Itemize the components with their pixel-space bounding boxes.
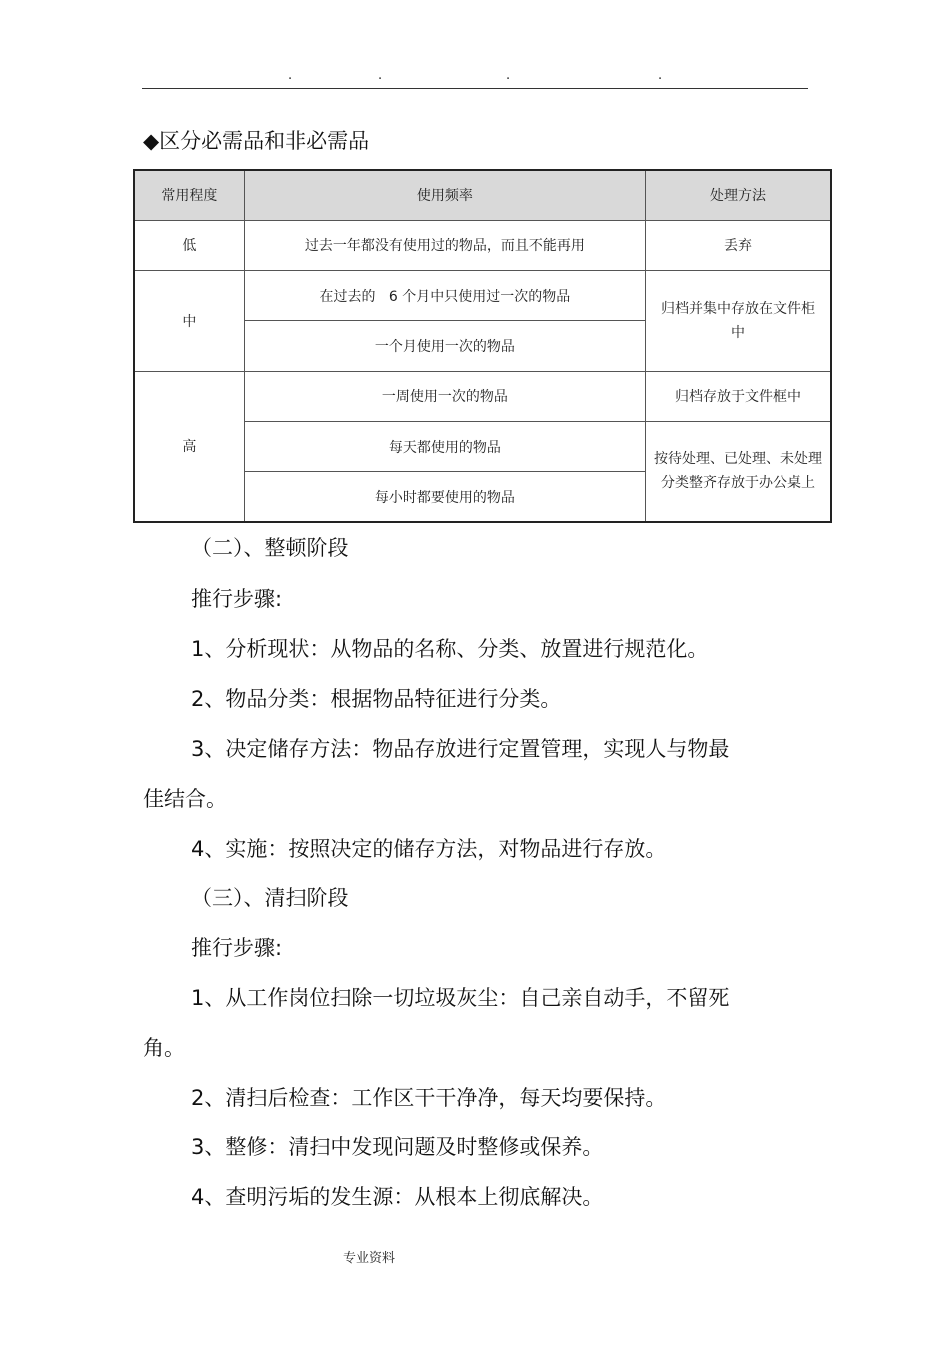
- header-dot: .: [378, 68, 383, 83]
- paragraph: 1、分析现状：从物品的名称、分类、放置进行规范化。: [191, 637, 709, 661]
- frequency-cell: 一个月使用一次的物品: [244, 321, 645, 371]
- page-footer: 专业资料: [343, 1251, 396, 1266]
- level-cell: 低: [134, 220, 244, 270]
- paragraph: 推行步骤:: [191, 936, 283, 960]
- header-frequency-level: 常用程度: [134, 170, 244, 220]
- header-dot: .: [658, 68, 663, 83]
- header-usage-frequency: 使用频率: [244, 170, 645, 220]
- header-dots: [0, 68, 950, 84]
- table-row: [134, 371, 831, 421]
- paragraph: 3、决定储存方法：物品存放进行定置管理，实现人与物最: [191, 737, 730, 761]
- paragraph: 2、清扫后检查：工作区干干净净，每天均要保持。: [191, 1086, 667, 1110]
- level-cell: 高: [134, 371, 244, 522]
- sorting-table: [133, 169, 832, 523]
- frequency-cell: 一周使用一次的物品: [244, 371, 645, 421]
- header-handling-method: 处理方法: [645, 170, 831, 220]
- method-cell: 按待处理、已处理、未处理分类整齐存放于办公桌上: [645, 421, 831, 522]
- section-heading-3: （三）、清扫阶段: [191, 886, 349, 910]
- header-dot: .: [288, 68, 293, 83]
- method-cell: 归档存放于文件框中: [645, 371, 831, 421]
- method-cell: 归档并集中存放在文件柜中: [645, 271, 831, 372]
- paragraph: 4、实施：按照决定的储存方法，对物品进行存放。: [191, 837, 667, 861]
- table-row: [134, 220, 831, 270]
- header-dot: .: [506, 68, 511, 83]
- frequency-cell: 过去一年都没有使用过的物品，而且不能再用: [244, 220, 645, 270]
- paragraph: 3、整修：清扫中发现问题及时整修或保养。: [191, 1135, 604, 1159]
- paragraph: 推行步骤:: [191, 587, 283, 611]
- table-header-row: [134, 170, 831, 220]
- frequency-cell: 在过去的 6 个月中只使用过一次的物品: [244, 271, 645, 321]
- paragraph: 2、物品分类：根据物品特征进行分类。: [191, 687, 562, 711]
- section-title: ◆区分必需品和非必需品: [143, 129, 370, 153]
- frequency-cell: 每小时都要使用的物品: [244, 472, 645, 522]
- paragraph: 4、查明污垢的发生源：从根本上彻底解决。: [191, 1185, 604, 1209]
- paragraph: 佳结合。: [143, 787, 227, 811]
- paragraph: 角。: [143, 1036, 185, 1060]
- method-cell: 丢弃: [645, 220, 831, 270]
- frequency-cell: 每天都使用的物品: [244, 421, 645, 471]
- table-row: [134, 271, 831, 321]
- header-rule: [142, 88, 808, 89]
- section-heading-2: （二）、整顿阶段: [191, 536, 349, 560]
- paragraph: 1、从工作岗位扫除一切垃圾灰尘：自己亲自动手，不留死: [191, 986, 730, 1010]
- level-cell: 中: [134, 271, 244, 372]
